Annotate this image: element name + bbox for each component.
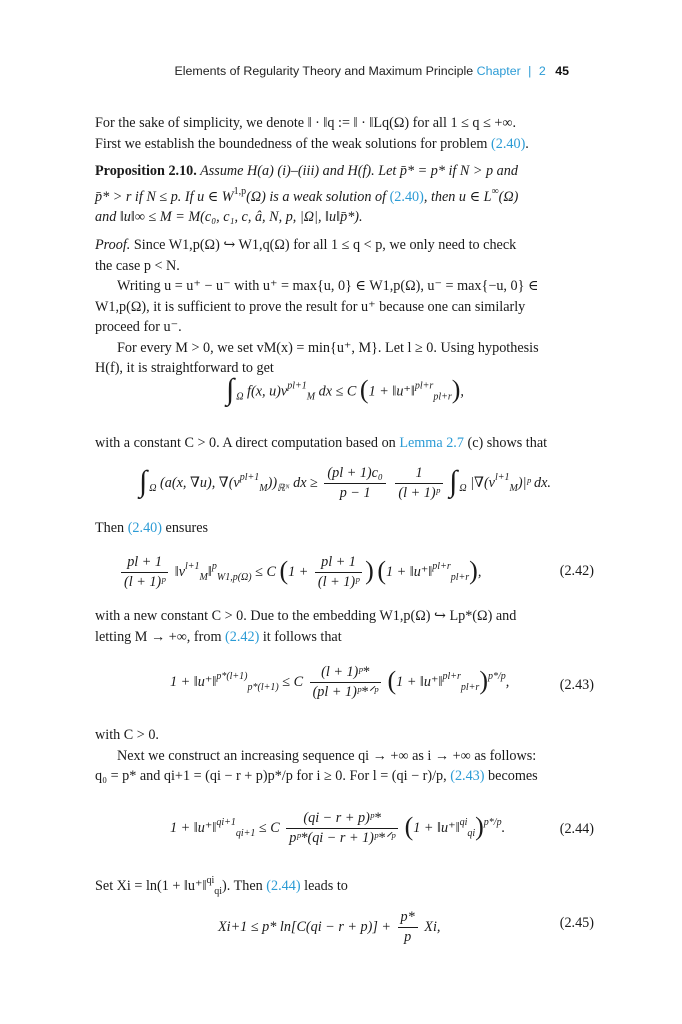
proof-line-3: Writing u = u⁺ − u⁻ with u⁺ = max{u, 0} ∈ W1,p(Ω), u⁻ = max{−u, 0} ∈ bbox=[117, 278, 539, 294]
equation-integral-f bbox=[95, 375, 595, 409]
eq-244-p: 1 + ‖u⁺‖ bbox=[413, 819, 460, 836]
text-e-l3b: becomes bbox=[484, 768, 538, 784]
paren-close: ) bbox=[479, 665, 488, 695]
proposition-text-2f: (Ω) bbox=[498, 188, 519, 205]
fraction bbox=[324, 464, 385, 503]
equation-2-44 bbox=[170, 809, 550, 848]
text-e-line-3 bbox=[95, 766, 595, 787]
proof-line-1 bbox=[95, 235, 595, 256]
eq-a-lhs-sub: M bbox=[306, 391, 316, 403]
fraction bbox=[315, 553, 362, 592]
intro-line-2-end: . bbox=[525, 135, 529, 152]
eq-a-lhs-sup: pl+1 bbox=[287, 380, 307, 392]
eq-243-lhs-sub: p*(l+1) bbox=[247, 681, 279, 693]
eq-a-tail: , bbox=[460, 383, 464, 400]
fraction-denominator: (l + 1)ᵖ bbox=[398, 485, 440, 501]
ref-link-lemma-2-7[interactable]: Lemma 2.7 bbox=[399, 435, 464, 451]
eq-b-lhs-end: )) bbox=[267, 474, 278, 491]
text-b-b: (c) shows that bbox=[463, 435, 548, 451]
proposition-text-1: Assume H(a) (i)–(iii) and H(f). Let p̄* = p* if N > p and bbox=[196, 163, 518, 179]
text-f-a: Set Xi = ln(1 + ‖u⁺‖ bbox=[95, 878, 207, 894]
fraction-numerator: p* bbox=[398, 908, 418, 928]
fraction-numerator: (pl + 1)c₀ bbox=[324, 464, 385, 484]
fraction-numerator: (qi − r + p)ᵖ* bbox=[286, 809, 398, 829]
proposition-text-2e: ∞ bbox=[491, 185, 499, 197]
running-head-chapter-number: 2 bbox=[538, 64, 546, 78]
eq-243-leq: ≤ C bbox=[282, 673, 304, 690]
fraction-denominator: pᵖ*(qi − r + 1)ᵖ*ᐟᵖ bbox=[289, 830, 396, 846]
fraction bbox=[398, 908, 418, 947]
omega-subscript: Ω bbox=[149, 482, 157, 494]
eq-243-outer-sup: p*/p bbox=[488, 670, 506, 682]
eq-242-norm-sub: M bbox=[199, 571, 208, 583]
ref-link-2-40[interactable]: (2.40) bbox=[491, 135, 526, 152]
paren-close: ) bbox=[451, 375, 461, 404]
intro-paragraph bbox=[95, 113, 595, 154]
eq-b-lhs-rn: ℝᴺ bbox=[277, 482, 290, 494]
eq-242-p2: 1 + ‖u⁺‖ bbox=[385, 563, 433, 580]
eq-a-inner: 1 + ‖u⁺‖ bbox=[368, 383, 415, 400]
eq-243-lhs-sup: p*(l+1) bbox=[216, 670, 248, 682]
proof-line-4: W1,p(Ω), it is sufficient to prove the result for u⁺ because one can similarly bbox=[95, 298, 526, 315]
eq-a-lhs: f(x, u)v bbox=[247, 383, 288, 400]
fraction-numerator: 1 bbox=[395, 464, 442, 484]
fraction bbox=[286, 809, 398, 848]
running-head bbox=[175, 64, 569, 78]
proposition-line-3 bbox=[95, 207, 595, 228]
equation-number-2-42: (2.42) bbox=[559, 563, 594, 579]
proposition-text-2b: 1,p bbox=[233, 185, 247, 197]
eq-245-lhs: Xi+1 ≤ p* ln[C(qi − r + p)] + bbox=[218, 918, 391, 935]
omega-subscript: Ω bbox=[459, 482, 467, 494]
integral-sign: ∫ bbox=[449, 464, 458, 498]
proposition-text-3: and ‖u‖∞ ≤ M = M(c₀, c₁, c, â, N, p, |Ω|, ‖u‖p̄*). bbox=[95, 209, 363, 225]
text-then-ensures bbox=[95, 518, 595, 539]
proposition-text-2a: p̄* > r if N ≤ p. If u ∈ W bbox=[95, 188, 234, 205]
eq-243-p: 1 + ‖u⁺‖ bbox=[396, 673, 443, 690]
text-d-l2b: it follows that bbox=[259, 628, 342, 645]
proposition-line-2 bbox=[95, 182, 595, 208]
text-c-b: ensures bbox=[161, 520, 209, 536]
paren-open: ( bbox=[404, 811, 414, 841]
eq-244-lhs: 1 + ‖u⁺‖ bbox=[170, 819, 217, 836]
eq-243-lhs: 1 + ‖u⁺‖ bbox=[170, 673, 217, 690]
fraction-denominator: p bbox=[404, 929, 412, 945]
eq-243-p-sub: pl+r bbox=[460, 681, 480, 693]
text-f-sup: qi bbox=[206, 875, 215, 886]
eq-242-p2-sub: pl+r bbox=[450, 571, 470, 583]
eq-244-p-sub: qi bbox=[467, 827, 476, 839]
eq-b-dx: dx ≥ bbox=[293, 474, 318, 491]
text-d-line-1: with a new constant C > 0. Due to the embedding W1,p(Ω) ↪ Lp*(Ω) and bbox=[95, 608, 517, 624]
text-f-c: leads to bbox=[300, 878, 348, 894]
eq-b-lhs: (a(x, ∇u), ∇(v bbox=[160, 474, 240, 491]
proposition-2-10 bbox=[95, 161, 595, 228]
eq-b-rhs-end: )|ᵖ dx. bbox=[517, 474, 551, 491]
eq-244-tail: . bbox=[501, 819, 506, 836]
proof-line-6: For every M > 0, we set vM(x) = min{u⁺, M}. Let l ≥ 0. Using hypothesis bbox=[117, 339, 539, 356]
eq-242-tail: , bbox=[477, 563, 482, 580]
proof-text-1: Since W1,p(Ω) ↪ W1,q(Ω) for all 1 ≤ q < p, we only need to check bbox=[130, 237, 517, 253]
paren-open: ( bbox=[279, 555, 289, 585]
paren-close: ) bbox=[469, 555, 478, 585]
ref-link-2-40-c[interactable]: (2.40) bbox=[127, 520, 162, 536]
equation-integral-a bbox=[95, 464, 595, 503]
proof-line-7: H(f), it is straightforward to get bbox=[95, 360, 274, 376]
eq-245-rhs: Xi, bbox=[424, 918, 441, 935]
text-embedding bbox=[95, 606, 595, 647]
text-b-a: with a constant C > 0. A direct computation based on bbox=[95, 435, 400, 451]
fraction-denominator: p − 1 bbox=[339, 485, 371, 501]
eq-242-norm-sub2: W1,p(Ω) bbox=[216, 571, 252, 583]
ref-link-2-40-b[interactable]: (2.40) bbox=[389, 188, 424, 205]
proof-paragraph bbox=[95, 235, 595, 379]
eq-a-inner-sup: pl+r bbox=[414, 380, 434, 392]
fraction-denominator: (l + 1)ᵖ bbox=[317, 574, 360, 590]
eq-242-norm-sup2: p bbox=[211, 560, 217, 572]
text-e-line-2: Next we construct an increasing sequence qi → +∞ as i → +∞ as follows: bbox=[117, 747, 537, 764]
paren-open: ( bbox=[359, 375, 369, 404]
fraction-numerator: pl + 1 bbox=[121, 553, 168, 573]
ref-link-2-43[interactable]: (2.43) bbox=[450, 768, 485, 784]
equation-number-2-44: (2.44) bbox=[559, 821, 594, 837]
eq-a-mid: dx ≤ C bbox=[318, 383, 357, 400]
text-sequence bbox=[95, 725, 595, 787]
proposition-label: Proposition 2.10. bbox=[95, 163, 197, 179]
proposition-line-1 bbox=[95, 161, 595, 182]
text-f-b: ). Then bbox=[222, 878, 267, 894]
integral-sign: ∫ bbox=[226, 373, 235, 406]
equation-2-43 bbox=[170, 663, 550, 702]
paren-close: ) bbox=[475, 811, 484, 841]
eq-b-rhs-sub: M bbox=[509, 482, 518, 494]
ref-link-2-42[interactable]: (2.42) bbox=[225, 628, 260, 645]
text-lemma-computation bbox=[95, 433, 595, 454]
proposition-text-2d: , then u ∈ L bbox=[423, 188, 492, 205]
fraction bbox=[121, 553, 168, 592]
eq-243-p-sup: pl+r bbox=[442, 670, 461, 682]
text-set-xi bbox=[95, 871, 595, 903]
intro-line-2 bbox=[95, 134, 595, 155]
paren-open: ( bbox=[377, 555, 386, 585]
eq-242-norm-end: ‖ bbox=[207, 563, 212, 580]
ref-link-2-44[interactable]: (2.44) bbox=[266, 878, 301, 894]
fraction bbox=[395, 464, 442, 503]
eq-b-lhs-sub: M bbox=[259, 482, 268, 494]
paren-open: ( bbox=[387, 665, 397, 695]
eq-244-leq: ≤ C bbox=[258, 819, 280, 836]
intro-line-1: For the sake of simplicity, we denote ‖ · ‖q := ‖ · ‖Lq(Ω) for all 1 ≤ q ≤ +∞. bbox=[95, 115, 517, 131]
fraction-denominator: (l + 1)ᵖ bbox=[124, 574, 166, 590]
paren-close: ) bbox=[365, 555, 374, 585]
eq-244-p-sup: qi bbox=[459, 816, 468, 828]
equation-number-2-43: (2.43) bbox=[559, 677, 594, 693]
intro-line-2-text: First we establish the boundedness of the weak solutions for problem bbox=[95, 135, 492, 152]
fraction bbox=[310, 663, 381, 702]
eq-242-p2-sup: pl+r bbox=[432, 560, 451, 572]
eq-242-norm: ‖v bbox=[174, 563, 185, 580]
page-number: 45 bbox=[555, 64, 569, 78]
omega-subscript: Ω bbox=[236, 391, 244, 403]
proof-line-5: proceed for u⁻. bbox=[95, 319, 182, 335]
eq-242-leq: ≤ C bbox=[255, 563, 276, 580]
eq-242-norm-sup: l+1 bbox=[185, 560, 200, 572]
eq-b-rhs-sup: l+1 bbox=[494, 471, 510, 483]
proposition-text-2c: (Ω) is a weak solution of bbox=[246, 188, 390, 205]
running-head-chapter-label: Chapter bbox=[476, 64, 521, 78]
text-d-l2a: letting M → +∞, from bbox=[95, 628, 226, 645]
equation-2-45 bbox=[218, 908, 538, 947]
eq-242-p1: 1 + bbox=[288, 563, 309, 580]
eq-243-tail: , bbox=[505, 673, 510, 690]
equation-2-42 bbox=[118, 553, 538, 592]
fraction-numerator: (l + 1)ᵖ* bbox=[310, 663, 381, 683]
text-d-line-2 bbox=[95, 627, 595, 648]
text-c-a: Then bbox=[95, 520, 128, 536]
running-head-separator: | bbox=[528, 64, 532, 78]
text-e-l3a: q₀ = p* and qi+1 = (qi − r + p)p*/p for i ≥ 0. For l = (qi − r)/p, bbox=[95, 768, 451, 784]
eq-244-outer-sup: p*/p bbox=[483, 816, 502, 828]
text-f-sub: qi bbox=[214, 886, 223, 897]
eq-b-lhs-sup: pl+1 bbox=[239, 471, 260, 483]
integral-sign: ∫ bbox=[139, 464, 148, 498]
text-e-line-1: with C > 0. bbox=[95, 727, 159, 743]
proof-line-2: the case p < N. bbox=[95, 257, 180, 274]
eq-244-lhs-sub: qi+1 bbox=[235, 827, 256, 839]
eq-b-rhs: |∇(v bbox=[470, 474, 495, 491]
fraction-numerator: pl + 1 bbox=[315, 553, 362, 573]
eq-a-inner-sub: pl+r bbox=[433, 391, 452, 403]
running-head-title: Elements of Regularity Theory and Maximum Principle bbox=[174, 64, 474, 78]
proof-label: Proof. bbox=[95, 237, 131, 253]
equation-number-2-45: (2.45) bbox=[559, 915, 594, 931]
fraction-denominator: (pl + 1)ᵖ*ᐟᵖ bbox=[312, 684, 378, 700]
eq-244-lhs-sup: qi+1 bbox=[216, 816, 236, 828]
